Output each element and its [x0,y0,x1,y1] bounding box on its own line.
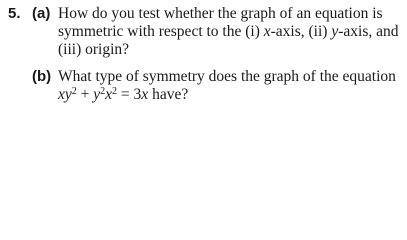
part-a-line-2-end: -axis, and [338,23,399,40]
eq-term-x: x [141,86,149,103]
part-b-equation [58,86,404,104]
eq-equals: = 3 [117,86,142,103]
eq-term-x: x [105,86,113,103]
problem-number: 5. [8,5,21,22]
eq-exponent: 2 [112,86,118,97]
var-x: x [263,23,271,40]
eq-plus: + [76,86,94,103]
eq-term-y: y [93,86,101,103]
part-b-tail: have? [148,86,189,103]
part-a-line-2 [58,23,404,41]
part-b-text [58,68,404,104]
var-y: y [331,23,339,40]
part-b-label: (b) [32,68,52,85]
part-a-line-1: How do you test whether the graph of an equation is [58,5,383,22]
part-b-line-1: What type of symmetry does the graph of the equation [58,68,396,85]
eq-exponent: 2 [71,86,77,97]
part-a-label: (a) [32,5,51,22]
eq-term-xy: xy [58,86,72,103]
part-a-line-3: (iii) origin? [58,41,130,58]
eq-exponent: 2 [100,86,106,97]
part-a-text [58,5,404,59]
part-a-line-2-text: symmetric with respect to the (i) [58,23,264,40]
problem-5 [0,0,407,113]
part-a-line-2-mid: -axis, (ii) [270,23,332,40]
